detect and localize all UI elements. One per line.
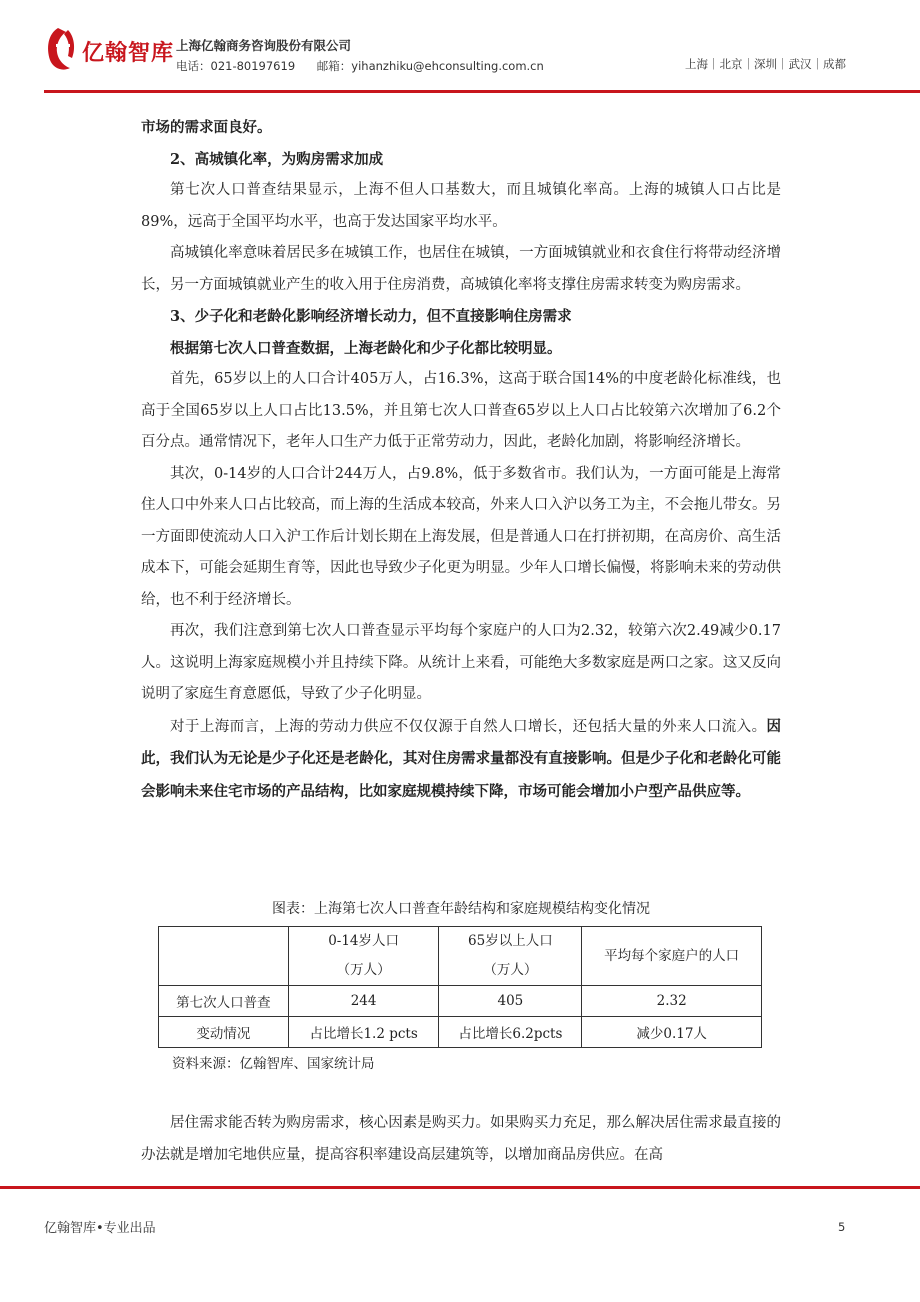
header-divider <box>44 90 920 93</box>
logo-text: 亿翰智库 <box>82 41 175 66</box>
table-header-cell <box>159 927 289 986</box>
table-cell: 244 <box>288 986 439 1017</box>
email-address: 邮箱：yihanzhiku@ehconsulting.com.cn <box>316 59 544 73</box>
paragraph-low-birth: 其次，0-14岁的人口合计244万人，占9.8%，低于多数省市。我们认为，一方面可能是上海常住人口中外来人口占比较高，而上海的生活成本较高，外来人口入沪以务工为主，不会拖儿带女。另一方面即使流动人口入沪工作后计划长期在上海发展，但是普通人口在打拼初期，在高房价、高生活成本下，可能会延期生育等，因此也导致少子化更为明显。少年人口增长偏慢，将影响未来的劳动供给，也不利于经济增长。 <box>141 465 781 608</box>
paragraph-aging: 首先，65岁以上的人口合计405万人，占16.3%，这高于联合国14%的中度老龄化标准线，也高于全国65岁以上人口占比13.5%，并且第七次人口普查65岁以上人口占比较第六次增加了6.2个百分点。通常情况下，老年人口生产力低于正常劳动力，因此，老龄化加剧，将影响经济增长。 <box>141 371 781 450</box>
brand-logo <box>44 26 175 76</box>
header-label: 0-14岁人口 <box>328 933 400 949</box>
table-row <box>159 1017 762 1048</box>
table-header-cell: 平均每个家庭户的人口 <box>582 927 762 986</box>
phone-number: 电话：021-80197619 <box>176 59 296 73</box>
table-cell: 占比增长1.2 pcts <box>288 1017 439 1048</box>
paragraph-census-summary: 根据第七次人口普查数据，上海老龄化和少子化都比较明显。 <box>170 339 562 357</box>
page-header <box>0 0 920 96</box>
table-cell: 变动情况 <box>159 1017 289 1048</box>
table-header-cell <box>288 927 439 986</box>
paragraph-urbanization-effect: 高城镇化率意味着居民多在城镇工作，也居住在城镇，一方面城镇就业和衣食住行将带动经济增长，另一方面城镇就业产生的收入用于住房消费，高城镇化率将支撑住房需求转变为购房需求。 <box>141 245 781 293</box>
table-cell: 405 <box>439 986 582 1017</box>
table-row <box>159 986 762 1017</box>
page-number: 5 <box>838 1220 846 1234</box>
paragraph-intro: 市场的需求面良好。 <box>141 119 272 136</box>
table-cell: 2.32 <box>582 986 762 1017</box>
section-heading-3: 3、少子化和老龄化影响经济增长动力，但不直接影响住房需求 <box>170 308 572 325</box>
paragraph-urbanization: 第七次人口普查结果显示，上海不但人口基数大，而且城镇化率高。上海的城镇人口占比是89%，远高于全国平均水平，也高于发达国家平均水平。 <box>141 182 781 230</box>
main-content-continued <box>141 1108 781 1171</box>
table-cell: 第七次人口普查 <box>159 986 289 1017</box>
table-caption: 图表：上海第七次人口普查年龄结构和家庭规模结构变化情况 <box>272 901 650 917</box>
census-table <box>158 926 762 1048</box>
office-cities: 上海｜北京｜深圳｜武汉｜成都 <box>685 57 846 71</box>
section-heading-2: 2、高城镇化率，为购房需求加成 <box>170 150 384 168</box>
footer-brand: 亿翰智库•专业出品 <box>44 1221 156 1236</box>
contact-info <box>176 58 562 74</box>
table-cell: 占比增长6.2pcts <box>439 1017 582 1048</box>
paragraph-purchasing-power: 居住需求能否转为购房需求，核心因素是购买力。如果购买力充足，那么解决居住需求最直接的办法就是增加宅地供应量，提高容积率建设高层建筑等，以增加商品房供应。在高 <box>141 1115 781 1163</box>
table-cell: 减少0.17人 <box>582 1017 762 1048</box>
paragraph-conclusion <box>141 711 781 809</box>
company-name: 上海亿翰商务咨询股份有限公司 <box>176 38 352 53</box>
table-header-row <box>159 927 762 986</box>
paragraph-household-size: 再次，我们注意到第七次人口普查显示平均每个家庭户的人口为2.32，较第六次2.49减少0.17人。这说明上海家庭规模小并且持续下降。从统计上来看，可能绝大多数家庭是两口之家。这又反向说明了家庭生育意愿低，导致了少子化明显。 <box>141 623 781 702</box>
logo-mark-icon <box>44 26 78 72</box>
conclusion-bold-text: 因此，我们认为无论是少子化还是老龄化，其对住房需求量都没有直接影响。但是少子化和老龄化可能会影响未来住宅市场的产品结构，比如家庭规模持续下降，市场可能会增加小户型产品供应等。 <box>141 717 781 800</box>
main-content <box>141 112 781 808</box>
header-unit: （万人） <box>483 962 538 978</box>
footer-divider <box>0 1186 920 1189</box>
table-source: 资料来源：亿翰智库、国家统计局 <box>172 1056 375 1072</box>
table-header-cell <box>439 927 582 986</box>
header-unit: （万人） <box>336 962 391 978</box>
conclusion-text: 对于上海而言，上海的劳动力供应不仅仅源于自然人口增长，还包括大量的外来人口流入。 <box>170 718 767 735</box>
header-label: 65岁以上人口 <box>468 933 553 949</box>
